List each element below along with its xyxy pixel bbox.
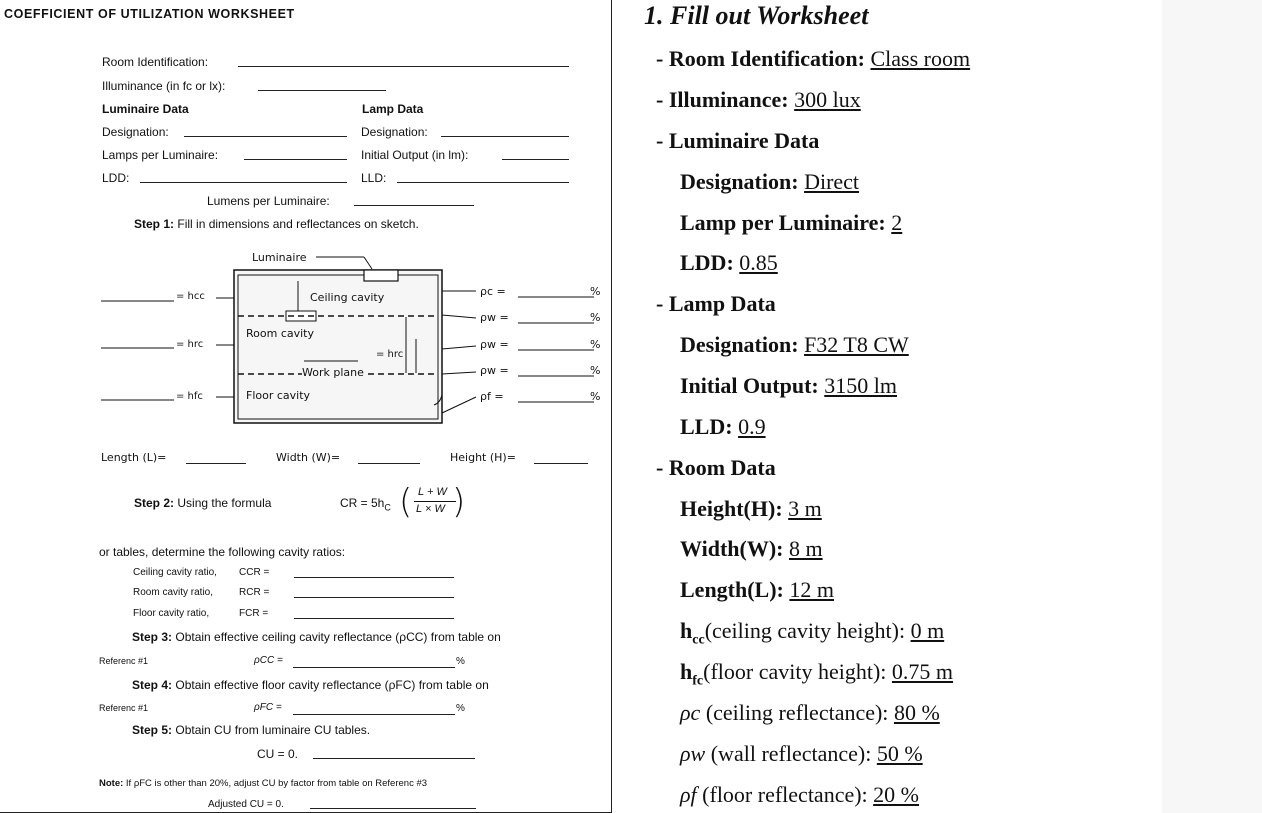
hfc-text: (floor cavity height): xyxy=(703,659,887,684)
rcr-line xyxy=(294,597,454,598)
pw3-leader xyxy=(442,372,476,374)
lamp-designation-label: Designation: xyxy=(361,125,428,139)
initial-output-line xyxy=(502,159,569,160)
lumens-per-luminaire-label: Lumens per Luminaire: xyxy=(207,194,330,208)
sketch-work-plane-label: Work plane xyxy=(302,366,364,379)
initial-output-key: Initial Output: xyxy=(680,373,819,398)
sketch-hrc-inner-label: = hrc xyxy=(376,349,404,360)
step2-label: Step 2: xyxy=(134,496,175,510)
height-label: Height (H)= xyxy=(450,451,516,464)
ldd-value: 0.85 xyxy=(739,250,778,275)
width-label: Width (W)= xyxy=(276,451,341,464)
luminaire-data-key: - Luminaire Data xyxy=(656,128,820,153)
illuminance-label: Illuminance (in fc or lx): xyxy=(102,79,226,93)
width-value: 8 m xyxy=(789,536,823,561)
pc-value: 80 % xyxy=(893,700,940,725)
answers-panel xyxy=(612,0,1162,813)
step4-label: Step 4: xyxy=(132,678,173,692)
ccr-name: Ceiling cavity ratio, xyxy=(133,567,217,578)
pw-value: 50 % xyxy=(876,741,923,766)
formula-sub: C xyxy=(384,502,391,513)
illuminance-value: 300 lux xyxy=(794,87,861,112)
adjusted-cu-label: Adjusted CU = 0. xyxy=(208,799,284,810)
worksheet-image: COEFFICIENT OF UTILIZATION WORKSHEET Room Identification: Illuminance (in fc or lx): Luminaire Data Lamp Data Designation: Designation: Lamps per Luminaire: Initial Output (in lm): LDD: LLD: Lumens per Luminaire: Step 1: Fill in dimensions and reflectances on sketch. Luminaire = hcc = hrc = hfc Ceiling cavity Room cavity = hrc Work plane Floor cavity ρc = ρw = ρw = ρw = ρf = % % % % % Length (L)= Width (W)= Height (H)= Step 2: Using the formula CR = $5h_C$ ( L + W L × W ) or tables, determine the following cavity ratios: Ceiling cavity ratio, CCR = Room cavity ratio, RCR = Floor cavity ratio, FCR = Step 3: Obtain effective ceiling cavity reflectance (ρCC) from table on Referenc #1 ρCC = % Step 4: Obtain effective floor cavity reflectance (ρFC) from table on Referenc #1 ρFC = % Step 5: Obtain CU from luminaire CU tables. CU = 0. Note: If ρFC is other than 20%, adjust CU by factor from table on Referenc #3 Adjusted CU = 0. xyxy=(0,0,612,813)
step5-label: Step 5: xyxy=(132,723,173,737)
sketch-pf-label: ρf = xyxy=(480,390,504,403)
luminaire-arrow xyxy=(364,257,372,269)
hfc-row xyxy=(680,659,953,689)
pcc-label: ρCC = xyxy=(254,655,283,666)
luminaire-box xyxy=(364,270,398,281)
room-id-value: Class room xyxy=(870,46,971,71)
room-data-key: - Room Data xyxy=(656,455,776,480)
height-value: 3 m xyxy=(788,496,822,521)
lld-label: LLD: xyxy=(361,171,387,185)
pf-symbol: ρf xyxy=(680,782,697,807)
pf-row xyxy=(680,782,919,808)
sketch-hfc-label: = hfc xyxy=(176,391,203,402)
room-sketch xyxy=(96,245,606,445)
step5 xyxy=(132,723,370,737)
step2 xyxy=(134,496,271,510)
step3 xyxy=(132,630,501,644)
reference1a: Referenc #1 xyxy=(99,656,149,666)
step4 xyxy=(132,678,489,692)
ccr-label: CCR = xyxy=(239,567,270,578)
sketch-pw3-percent: % xyxy=(590,364,601,377)
ccr-line xyxy=(294,577,454,578)
sketch-hrc-label: = hrc xyxy=(176,339,204,350)
sketch-pw1-percent: % xyxy=(590,311,601,324)
pw-row xyxy=(680,741,923,767)
height-line xyxy=(534,463,588,464)
lamp-designation-row xyxy=(680,332,909,358)
sketch-pc-label: ρc = xyxy=(480,285,506,298)
luminaire-data-row xyxy=(656,128,819,154)
lamp-data-row xyxy=(656,291,776,317)
note-text: If ρFC is other than 20%, adjust CU by factor from table on Referenc #3 xyxy=(125,778,428,789)
pw-symbol: ρw xyxy=(680,741,706,766)
illuminance-key: - Illuminance: xyxy=(656,87,789,112)
cu-line xyxy=(313,758,475,759)
rcr-label: RCR = xyxy=(239,587,270,598)
tables-text: or tables, determine the following cavity ratios: xyxy=(99,545,346,559)
pc-row xyxy=(680,700,940,726)
sketch-pw2-label: ρw = xyxy=(480,338,509,351)
hfc-sub: fc xyxy=(692,673,704,689)
lum-designation-value: Direct xyxy=(804,169,860,194)
sketch-luminaire-label: Luminaire xyxy=(252,251,307,264)
pf-leader xyxy=(442,397,476,413)
pf-text: (floor reflectance): xyxy=(702,782,868,807)
ldd-key: LDD: xyxy=(680,250,734,275)
formula-numerator: L + W xyxy=(418,486,447,498)
formula-left: CR = 5h xyxy=(340,496,385,510)
adjusted-cu-line xyxy=(310,808,476,809)
pw-text: (wall reflectance): xyxy=(710,741,872,766)
step1-label: Step 1: xyxy=(134,217,175,231)
lum-designation-key: Designation: xyxy=(680,169,799,194)
width-key: Width(W): xyxy=(680,536,784,561)
worksheet-title: COEFFICIENT OF UTILIZATION WORKSHEET xyxy=(4,7,295,21)
lamps-per-luminaire-label: Lamps per Luminaire: xyxy=(102,148,219,162)
length-key: Length(L): xyxy=(680,577,784,602)
ldd-line xyxy=(140,182,347,183)
pfc-label: ρFC = xyxy=(254,702,282,713)
sketch-floor-cavity-label: Floor cavity xyxy=(246,389,311,402)
pc-text: (ceiling reflectance): xyxy=(705,700,889,725)
pfc-line xyxy=(293,714,455,715)
lld-line xyxy=(397,182,569,183)
note-label: Note: xyxy=(99,778,124,789)
ldd-label: LDD: xyxy=(102,171,130,185)
hcc-row xyxy=(680,618,944,648)
initial-output-value: 3150 lm xyxy=(824,373,897,398)
length-label: Length (L)= xyxy=(101,451,167,464)
lld-value: 0.9 xyxy=(738,414,766,439)
lamp-designation-value: F32 T8 CW xyxy=(804,332,909,357)
width-line xyxy=(358,463,420,464)
room-id-key: - Room Identification: xyxy=(656,46,865,71)
ldd-row xyxy=(680,250,778,276)
pc-symbol: ρc xyxy=(680,700,701,725)
step4-text: Obtain effective floor cavity reflectance (ρFC) from table on xyxy=(175,678,489,692)
room-identification-label: Room Identification: xyxy=(102,55,209,69)
sketch-pw3-label: ρw = xyxy=(480,364,509,377)
sketch-room-cavity-label: Room cavity xyxy=(246,327,314,340)
length-value: 12 m xyxy=(789,577,835,602)
fcr-name: Floor cavity ratio, xyxy=(133,608,210,619)
sketch-ceiling-cavity-label: Ceiling cavity xyxy=(310,291,385,304)
luminaire-designation-label: Designation: xyxy=(102,125,169,139)
length-row xyxy=(680,577,834,603)
illuminance-row xyxy=(656,87,861,113)
hcc-key: h xyxy=(680,618,693,643)
sketch-hcc-label: = hcc xyxy=(176,291,205,302)
height-key: Height(H): xyxy=(680,496,783,521)
illuminance-line xyxy=(258,90,386,91)
hcc-text: (ceiling cavity height): xyxy=(704,618,906,643)
pw1-leader xyxy=(442,315,476,318)
lamp-data-key: - Lamp Data xyxy=(656,291,776,316)
cu-label: CU = 0. xyxy=(257,747,299,761)
pcc-line xyxy=(293,667,455,668)
lamps-row xyxy=(680,210,902,236)
lamps-key: Lamp per Luminaire: xyxy=(680,210,886,235)
width-row xyxy=(680,536,823,562)
step2-text: Using the formula xyxy=(177,496,272,510)
height-row xyxy=(680,496,822,522)
lum-designation-row xyxy=(680,169,859,195)
hfc-key: h xyxy=(680,659,693,684)
rcr-name: Room cavity ratio, xyxy=(133,587,214,598)
sketch-pw2-percent: % xyxy=(590,338,601,351)
fcr-label: FCR = xyxy=(239,608,269,619)
luminaire-data-heading: Luminaire Data xyxy=(102,102,189,116)
fcr-line xyxy=(294,618,454,619)
step5-text: Obtain CU from luminaire CU tables. xyxy=(175,723,371,737)
hcc-value: 0 m xyxy=(910,618,945,643)
sketch-pc-percent: % xyxy=(590,285,601,298)
lamp-designation-line xyxy=(441,136,569,137)
lamps-per-luminaire-line xyxy=(244,159,347,160)
initial-output-row xyxy=(680,373,897,399)
pf-value: 20 % xyxy=(873,782,919,807)
lamp-designation-key: Designation: xyxy=(680,332,799,357)
note xyxy=(99,778,427,789)
sketch-pf-percent: % xyxy=(590,390,601,403)
step1 xyxy=(134,217,419,231)
room-identification-line xyxy=(238,66,569,67)
page-gutter xyxy=(1162,0,1262,813)
hfc-value: 0.75 m xyxy=(891,659,954,684)
lld-key: LLD: xyxy=(680,414,733,439)
length-line xyxy=(186,463,246,464)
step1-text: Fill in dimensions and reflectances on sketch. xyxy=(177,217,419,231)
pcc-percent: % xyxy=(456,656,465,667)
step3-text: Obtain effective ceiling cavity reflectance (ρCC) from table on xyxy=(175,630,501,644)
room-id-row xyxy=(656,46,970,72)
formula-denominator: L × W xyxy=(416,503,445,515)
step3-label: Step 3: xyxy=(132,630,173,644)
lamps-value: 2 xyxy=(891,210,903,235)
hcc-sub: cc xyxy=(692,632,705,648)
luminaire-designation-line xyxy=(184,136,347,137)
sketch-pw1-label: ρw = xyxy=(480,311,509,324)
pw2-leader xyxy=(442,346,476,349)
answers-heading: 1. Fill out Worksheet xyxy=(644,1,869,30)
room-data-row xyxy=(656,455,776,481)
initial-output-label: Initial Output (in lm): xyxy=(361,148,469,162)
pfc-percent: % xyxy=(456,703,465,714)
lamp-data-heading: Lamp Data xyxy=(362,102,424,116)
lumens-per-luminaire-line xyxy=(354,205,474,206)
lld-row xyxy=(680,414,766,440)
reference1b: Referenc #1 xyxy=(99,703,149,713)
